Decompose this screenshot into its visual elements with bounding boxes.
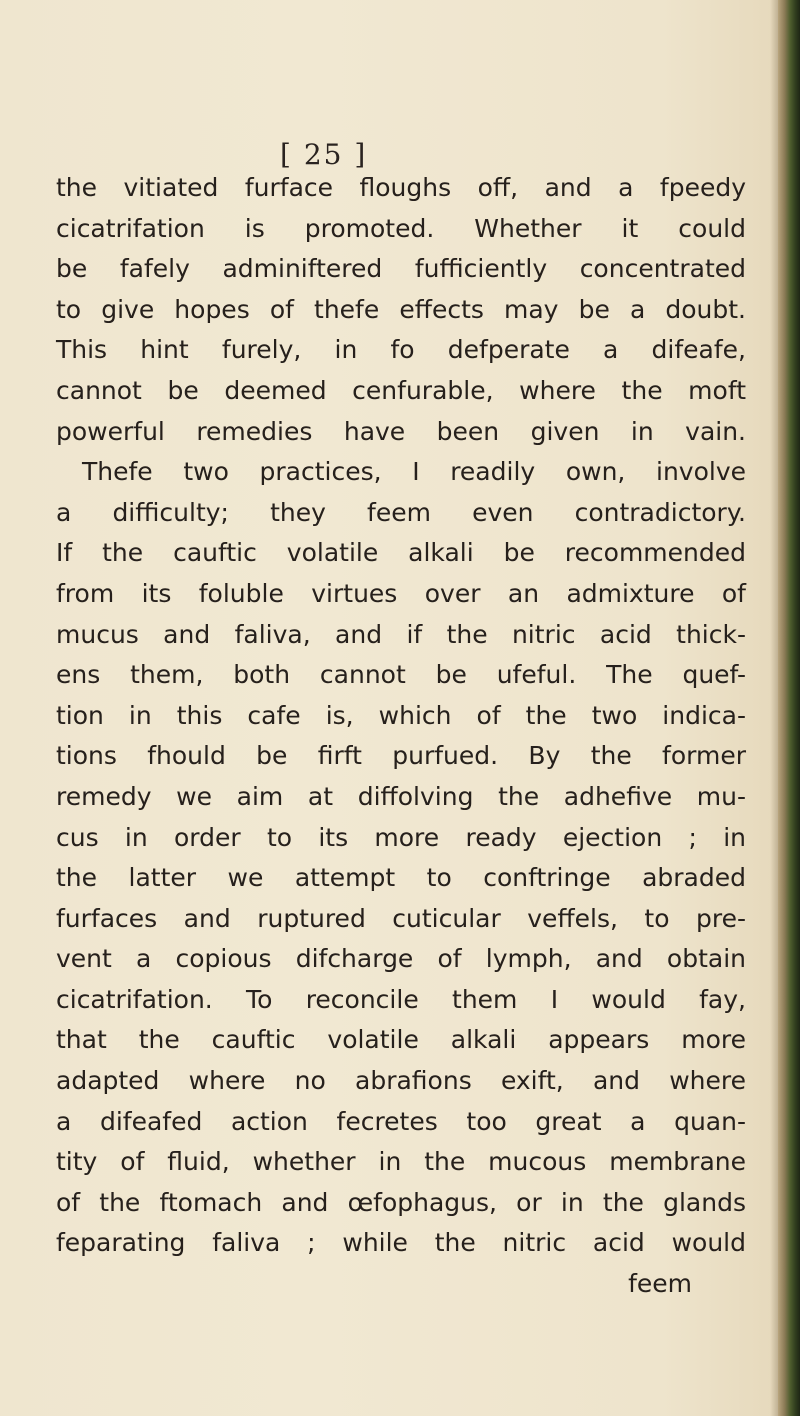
text-line-14: tion in this cafe is, which of the two indica- — [56, 700, 746, 730]
text-line-9: a difficulty; they feem even contradictory. — [56, 497, 746, 527]
catchword: feem — [628, 1269, 692, 1299]
text-line-12: mucus and faliva, and if the nitric acid thick- — [56, 619, 746, 649]
text-line-26: of the ftomach and œfophagus, or in the glands — [56, 1187, 746, 1217]
text-line-23: adapted where no abrafions exift, and where — [56, 1066, 746, 1096]
text-line-17: cus in order to its more ready ejection ; in — [56, 822, 746, 852]
book-binding-edge — [778, 0, 800, 1416]
text-line-1: the vitiated furface floughs off, and a fpeedy — [56, 173, 746, 202]
text-line-6: cannot be deemed cenfurable, where the moft — [56, 375, 746, 405]
text-line-13: ens them, both cannot be ufeful. The quef- — [56, 660, 746, 690]
text-line-10: If the cauftic volatile alkali be recommended — [56, 538, 746, 568]
text-line-20: vent a copious difcharge of lymph, and obtain — [56, 944, 746, 974]
text-line-11: from its foluble virtues over an admixture of — [56, 578, 746, 608]
body-text — [56, 168, 746, 1305]
text-line-7: powerful remedies have been given in vain. — [56, 416, 746, 446]
page-number-header: [ 25 ] — [280, 138, 368, 171]
text-line-4: to give hopes of thefe effects may be a doubt. — [56, 294, 746, 324]
page-edge-shadow — [770, 0, 778, 1416]
text-line-19: furfaces and ruptured cuticular veffels, to pre- — [56, 903, 746, 933]
text-line-2: cicatrifation is promoted. Whether it could — [56, 213, 746, 243]
text-line-21: cicatrifation. To reconcile them I would fay, — [56, 984, 746, 1014]
text-line-15: tions fhould be firft purfued. By the former — [56, 741, 746, 771]
text-line-5: This hint furely, in fo defperate a difeafe, — [56, 335, 746, 365]
text-line-27: feparating faliva ; while the nitric acid would — [56, 1228, 746, 1258]
text-line-16: remedy we aim at diffolving the adhefive mu- — [56, 781, 746, 811]
text-line-3: be fafely adminiftered fufficiently concentrated — [56, 254, 746, 284]
text-line-8: Thefe two practices, I readily own, involve — [82, 457, 746, 487]
text-line-25: tity of fluid, whether in the mucous membrane — [56, 1147, 746, 1177]
text-line-22: that the cauftic volatile alkali appears more — [56, 1025, 746, 1055]
text-line-24: a difeafed action fecretes too great a quan- — [56, 1106, 746, 1136]
text-line-18: the latter we attempt to conftringe abraded — [56, 863, 746, 893]
